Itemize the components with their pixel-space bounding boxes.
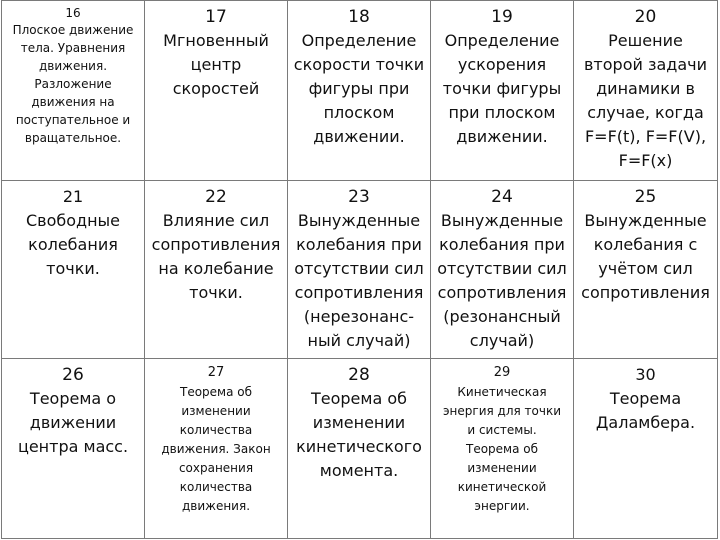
cell-text: Вынужденные колебания с учётом сил сопротивления: [581, 211, 710, 302]
cell-number: 30: [635, 365, 656, 384]
cell-text: Определение скорости точки фигуры при плоском движении.: [293, 31, 425, 146]
cell-number: 19: [491, 7, 513, 27]
table-cell: [2, 359, 145, 539]
cell-text: Вынужденные колебания при отсутствии сил сопротивления (нерезонанс- ный случай): [294, 211, 424, 350]
table-cell: [288, 181, 431, 359]
cell-number: 24: [491, 187, 513, 207]
table-cell: [145, 181, 288, 359]
table-cell: [288, 1, 431, 181]
cell-number: 18: [348, 7, 370, 27]
cell-text: Вынужденные колебания при отсутствии сил сопротивления (резонансный случай): [437, 211, 567, 350]
table-cell: [431, 181, 574, 359]
cell-text: Решение второй задачи динамики в случае, когда F=F(t), F=F(V), F=F(x): [584, 31, 707, 170]
cell-text: Теорема об изменении кинетического момента.: [296, 389, 422, 480]
cell-number: 16: [65, 6, 81, 20]
table-cell: [145, 1, 288, 181]
cell-number: 26: [62, 365, 84, 385]
cell-number: 21: [62, 187, 84, 206]
table-cell: [431, 1, 574, 181]
table-cell: [574, 181, 718, 359]
topics-table: [1, 0, 718, 539]
cell-number: 25: [634, 187, 657, 207]
table-cell: [2, 181, 145, 359]
table-cell: [574, 1, 718, 181]
cell-number: 23: [348, 187, 370, 207]
table-cell: [145, 359, 288, 539]
cell-text: Теорема Даламбера.: [595, 389, 696, 432]
cell-text: Влияние сил сопротивления на колебание точки.: [151, 211, 281, 302]
table-cell: [431, 359, 574, 539]
cell-text: Свободные колебания точки.: [25, 211, 121, 278]
cell-number: 22: [205, 187, 227, 207]
table-cell: [288, 359, 431, 539]
cell-number: 17: [205, 7, 227, 27]
cell-number: 29: [493, 365, 511, 380]
cell-text: Кинетическая энергия для точки и системы. Теорема об изменении кинетической энергии.: [442, 385, 562, 513]
table-cell: [2, 1, 145, 181]
cell-text: Плоское движение тела. Уравнения движения. Разложение движения на поступательное и вращательное.: [12, 23, 134, 145]
cell-text: Теорема о движении центра масс.: [17, 389, 129, 456]
cell-text: Мгновенный центр скоростей: [163, 31, 269, 98]
cell-number: 20: [634, 7, 657, 27]
table-cell: [574, 359, 718, 539]
cell-number: 28: [348, 365, 370, 385]
cell-text: Теорема об изменении количества движения. Закон сохранения количества движения.: [161, 385, 271, 513]
cell-number: 27: [207, 365, 225, 380]
cell-text: Определение ускорения точки фигуры при плоском движении.: [442, 31, 562, 146]
